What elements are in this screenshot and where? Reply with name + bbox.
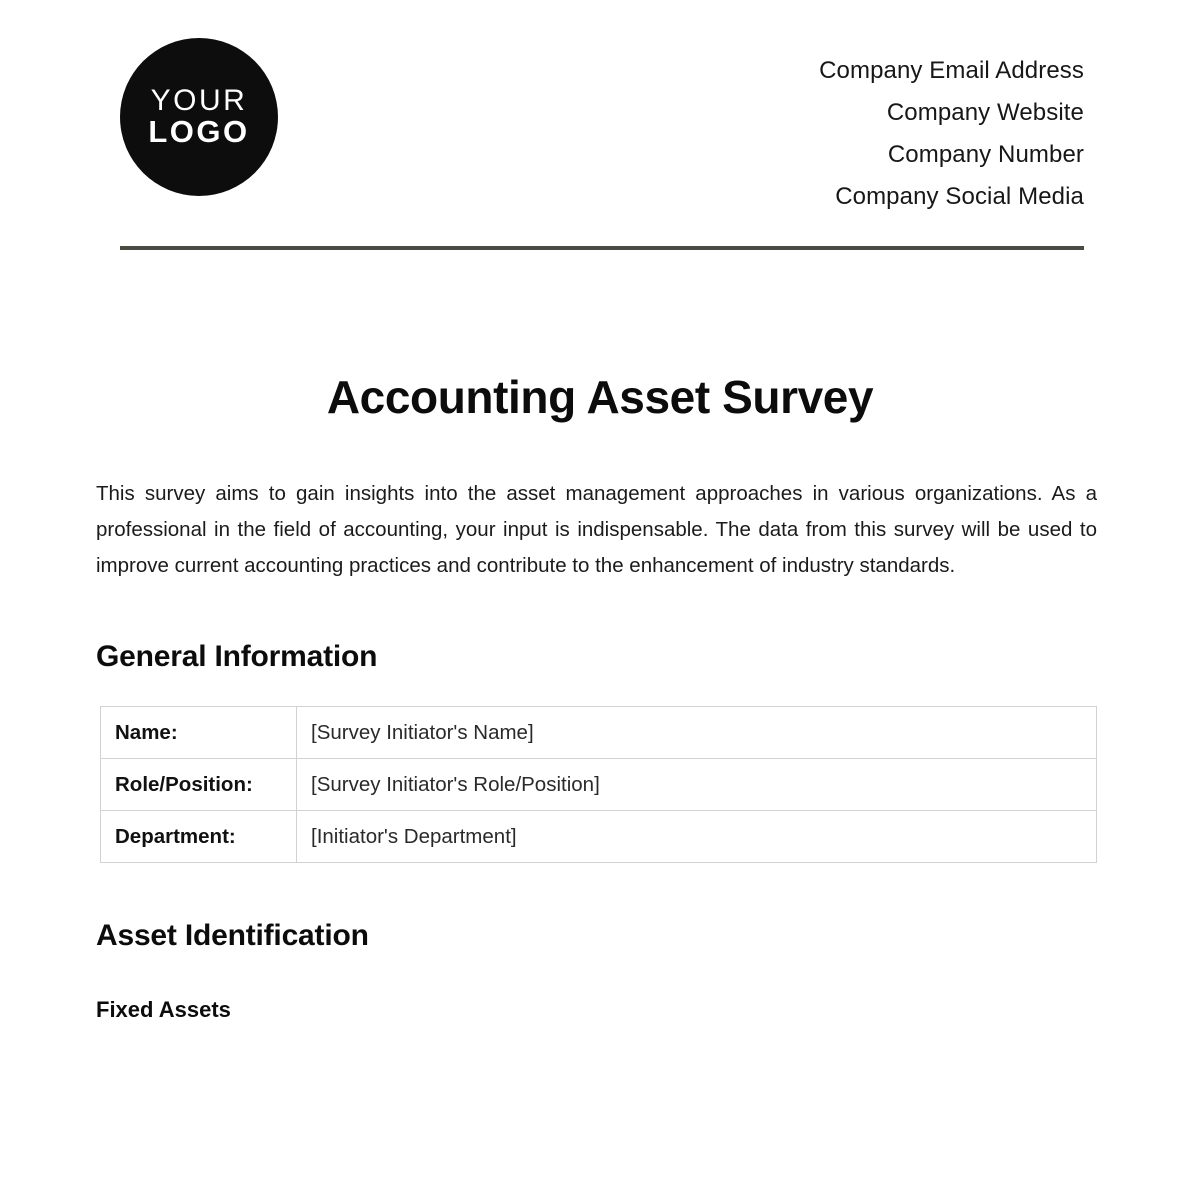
- field-value-department[interactable]: [Initiator's Department]: [297, 811, 1097, 863]
- field-value-name[interactable]: [Survey Initiator's Name]: [297, 707, 1097, 759]
- company-logo: [120, 38, 278, 196]
- field-label-name: Name:: [101, 707, 297, 759]
- table-row: [101, 707, 1097, 759]
- subsection-heading-fixed-assets: Fixed Assets: [96, 997, 231, 1022]
- company-website: Company Website: [886, 99, 1084, 126]
- section-heading-general-information: General Information: [96, 640, 378, 673]
- field-label-role-position: Role/Position:: [101, 759, 297, 811]
- company-social-media: Company Social Media: [835, 183, 1084, 210]
- table-row: [101, 759, 1097, 811]
- intro-paragraph: This survey aims to gain insights into the asset management approaches in various organizations. As a professional in the field of accounting, your input is indispensable. The data from this survey will be used to improve current accounting practices and contribute to the enhancement of industry standards.: [96, 482, 1097, 577]
- page-title: Accounting Asset Survey: [326, 371, 874, 423]
- general-information-table: [100, 706, 1097, 863]
- field-value-role-position[interactable]: [Survey Initiator's Role/Position]: [297, 759, 1097, 811]
- company-email-address: Company Email Address: [819, 57, 1084, 84]
- logo-text-top: YOUR: [150, 83, 248, 117]
- section-heading-asset-identification: Asset Identification: [96, 919, 369, 952]
- logo-text-bottom: LOGO: [148, 114, 250, 150]
- document-header: [0, 0, 1200, 218]
- field-label-department: Department:: [101, 811, 297, 863]
- header-divider: [120, 246, 1084, 250]
- company-contact-block: [819, 38, 1084, 218]
- company-number: Company Number: [887, 141, 1084, 168]
- table-row: [101, 811, 1097, 863]
